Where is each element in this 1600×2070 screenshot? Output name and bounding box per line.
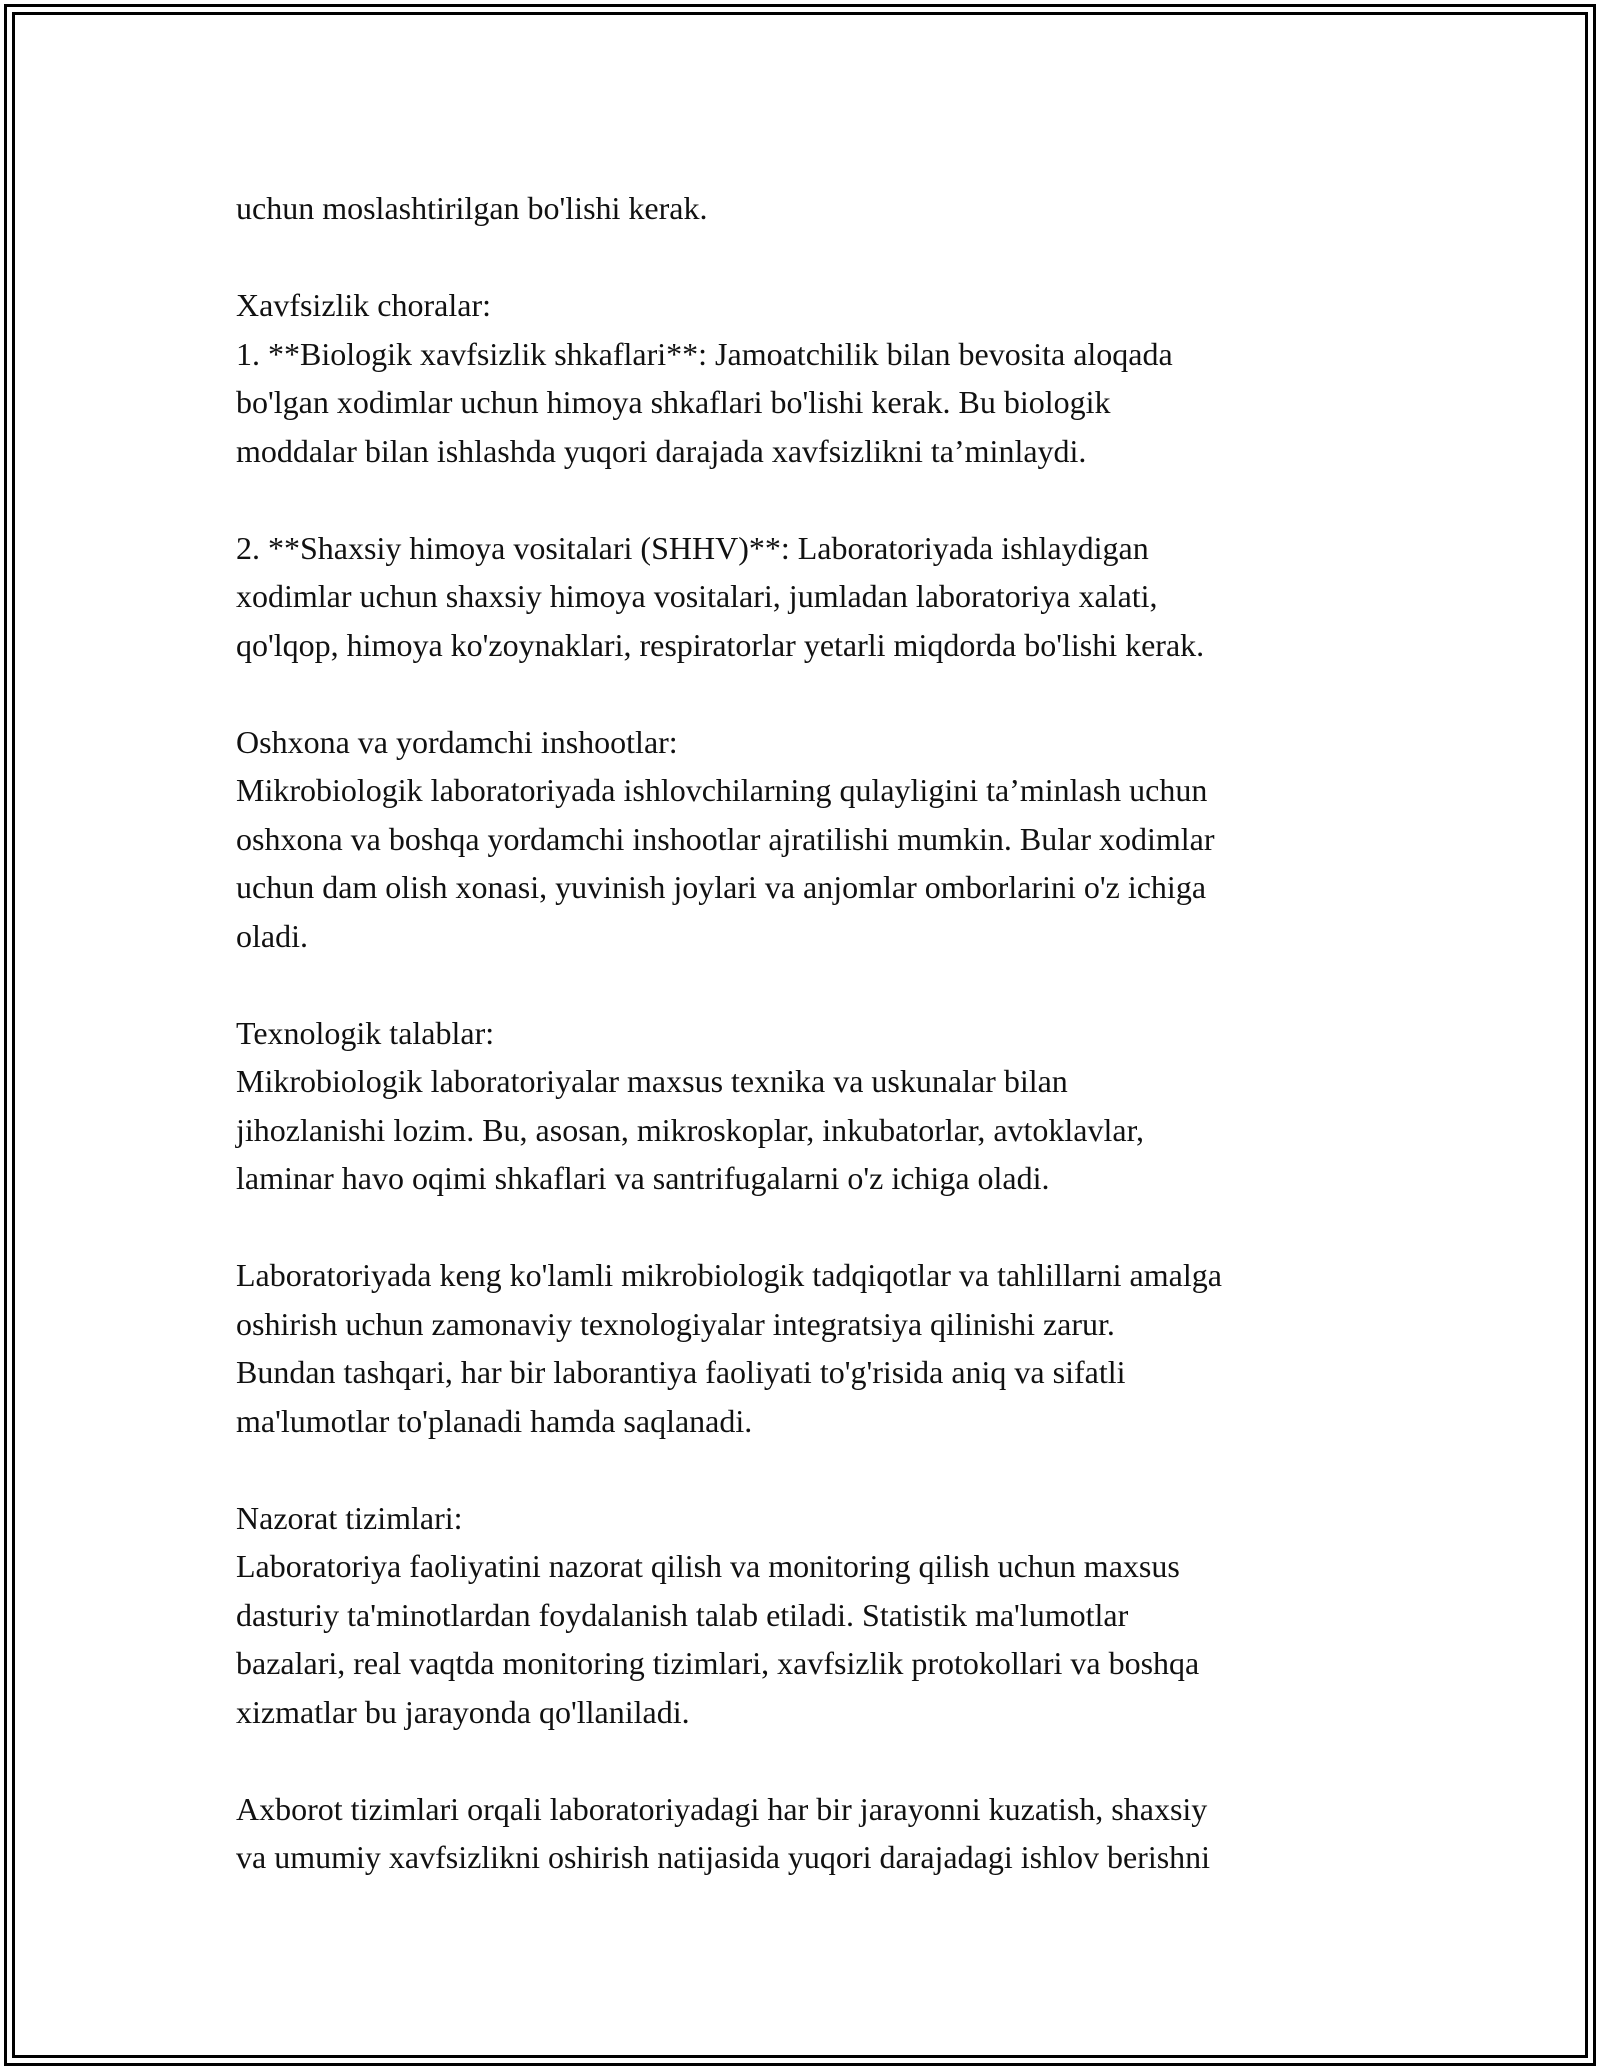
text-line: Laboratoriyada keng ko'lamli mikrobiologik tadqiqotlar va tahlillarni amalga	[236, 1257, 1222, 1293]
text-line: oladi.	[236, 917, 308, 954]
section-heading: Xavfsizlik choralar:	[236, 287, 491, 323]
intro-paragraph	[236, 184, 1416, 233]
document-body	[236, 184, 1416, 1882]
paragraph-spacer	[236, 669, 1416, 718]
control-paragraph-software	[236, 1542, 1416, 1736]
kitchen-section	[236, 718, 1416, 961]
text-line: Bundan tashqari, har bir laborantiya faoliyati to'g'risida aniq va sifatli	[236, 1354, 1126, 1390]
section-heading: Nazorat tizimlari:	[236, 1499, 463, 1536]
safety-item-ppe	[236, 524, 1416, 670]
text-line: Laboratoriya faoliyatini nazorat qilish va monitoring qilish uchun maxsus	[236, 1548, 1180, 1584]
section-heading: Oshxona va yordamchi inshootlar:	[236, 723, 678, 760]
control-paragraph-information-systems	[236, 1785, 1416, 1882]
paragraph-spacer	[236, 960, 1416, 1009]
safety-item-biosafety-cabinets	[236, 330, 1416, 476]
text-line: Mikrobiologik laboratoriyada ishlovchilarning qulayligini ta’minlash uchun	[236, 772, 1208, 808]
text-line: 1. **Biologik xavfsizlik shkaflari**: Jamoatchilik bilan bevosita aloqada	[236, 335, 1173, 372]
section-heading: Texnologik talablar:	[236, 1014, 495, 1051]
text-line: Axborot tizimlari orqali laboratoriyadagi har bir jarayonni kuzatish, shaxsiy	[236, 1790, 1208, 1827]
paragraph-spacer	[236, 475, 1416, 524]
text-line: xizmatlar bu jarayonda qo'llaniladi.	[236, 1693, 690, 1730]
text-line: uchun moslashtirilgan bo'lishi kerak.	[236, 190, 708, 226]
text-line: Mikrobiologik laboratoriyalar maxsus texnika va uskunalar bilan	[236, 1063, 1068, 1099]
text-line: xodimlar uchun shaxsiy himoya vositalari, jumladan laboratoriya xalati,	[236, 578, 1158, 614]
text-line: qo'lqop, himoya ko'zoynaklari, respiratorlar yetarli miqdorda bo'lishi kerak.	[236, 626, 1205, 663]
technology-paragraph-equipment	[236, 1057, 1416, 1203]
paragraph-spacer	[236, 1736, 1416, 1785]
text-line: uchun dam olish xonasi, yuvinish joylari va anjomlar omborlarini o'z ichiga	[236, 869, 1207, 905]
text-line: va umumiy xavfsizlikni oshirish natijasida yuqori darajadagi ishlov berishni	[236, 1839, 1211, 1875]
text-line: laminar havo oqimi shkaflari va santrifugalarni o'z ichiga oladi.	[236, 1160, 1050, 1196]
text-line: moddalar bilan ishlashda yuqori darajada xavfsizlikni ta’minlaydi.	[236, 432, 1087, 469]
text-line: bazalari, real vaqtda monitoring tizimlari, xavfsizlik protokollari va boshqa	[236, 1645, 1200, 1681]
control-section	[236, 1494, 1416, 1882]
text-line: ma'lumotlar to'planadi hamda saqlanadi.	[236, 1402, 753, 1439]
text-line: jihozlanishi lozim. Bu, asosan, mikroskoplar, inkubatorlar, avtoklavlar,	[236, 1111, 1144, 1148]
paragraph-spacer	[236, 1203, 1416, 1252]
paragraph-spacer	[236, 233, 1416, 282]
text-line: oshxona va boshqa yordamchi inshootlar ajratilishi mumkin. Bular xodimlar	[236, 820, 1215, 857]
safety-section	[236, 281, 1416, 669]
technology-paragraph-integration	[236, 1251, 1416, 1445]
text-line: bo'lgan xodimlar uchun himoya shkaflari bo'lishi kerak. Bu biologik	[236, 384, 1111, 420]
text-line: 2. **Shaxsiy himoya vositalari (SHHV)**: Laboratoriyada ishlaydigan	[236, 529, 1149, 566]
text-line: oshirish uchun zamonaviy texnologiyalar integratsiya qilinishi zarur.	[236, 1305, 1115, 1342]
paragraph-spacer	[236, 1445, 1416, 1494]
text-line: dasturiy ta'minotlardan foydalanish talab etiladi. Statistik ma'lumotlar	[236, 1596, 1129, 1633]
technology-section	[236, 1009, 1416, 1446]
